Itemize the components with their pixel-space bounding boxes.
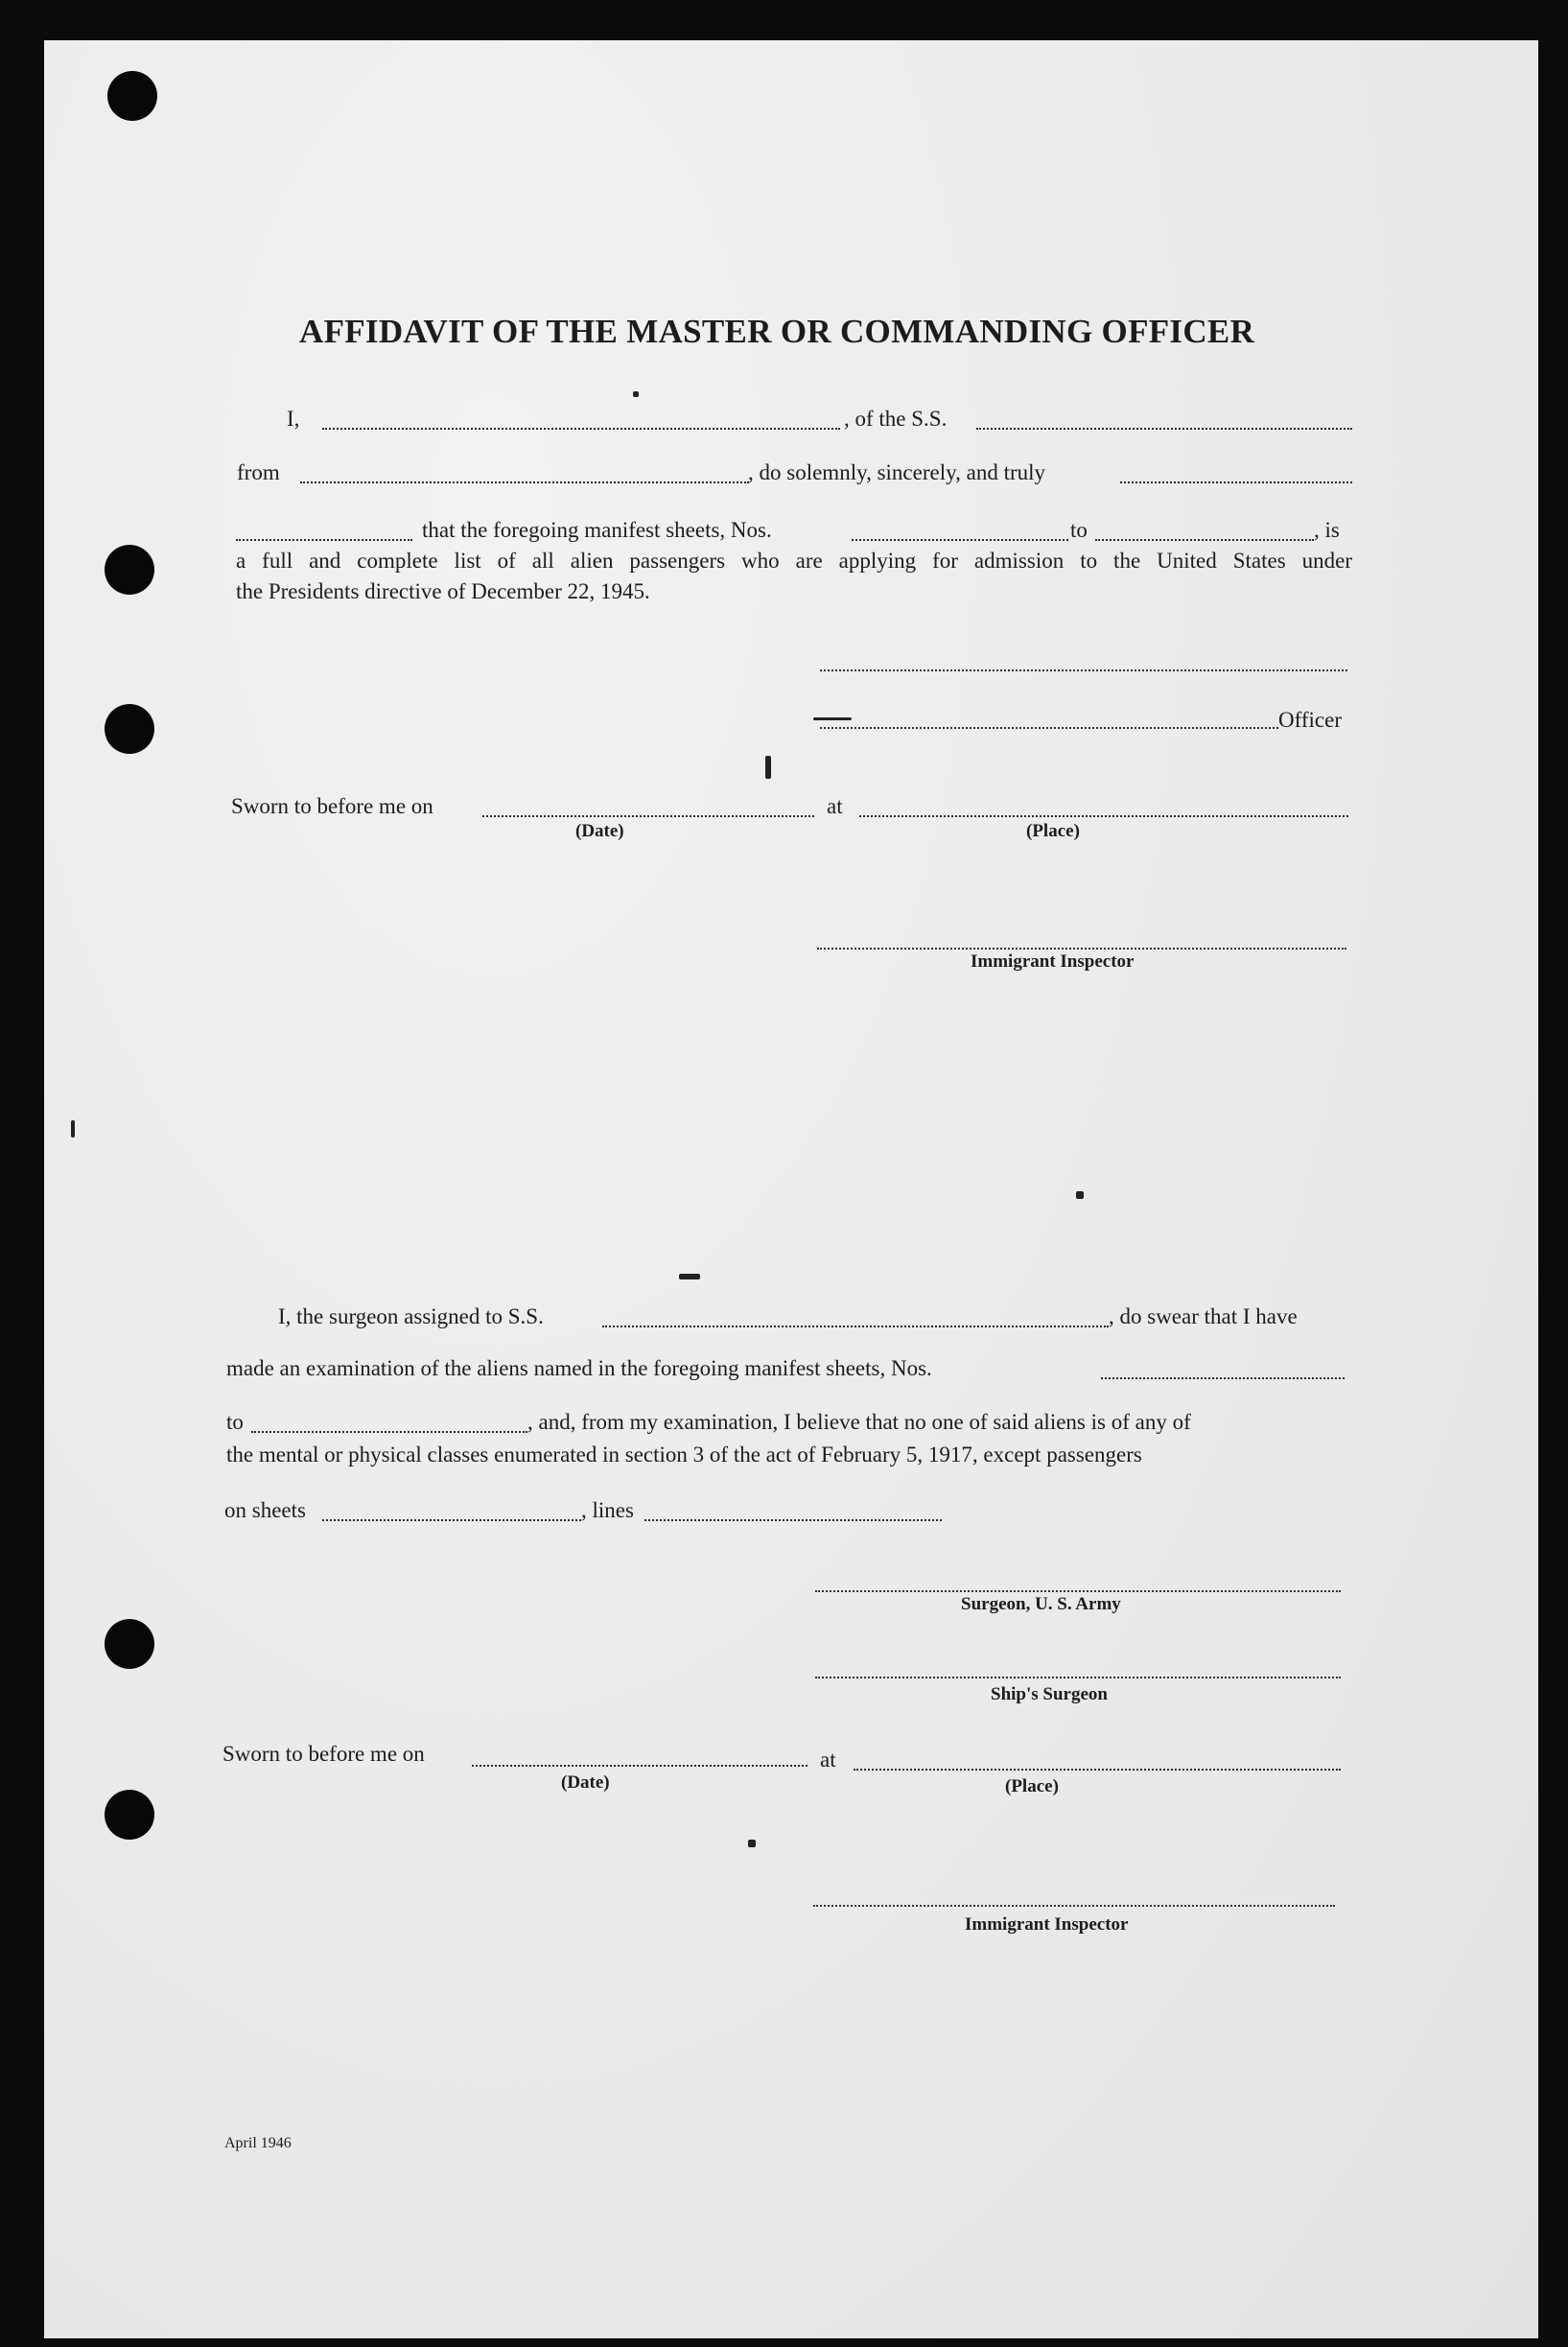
scan-speck xyxy=(679,1274,700,1279)
manifest-from-field[interactable] xyxy=(852,539,1068,541)
on-sheets-field[interactable] xyxy=(322,1519,581,1521)
surgeon-at-label: at xyxy=(820,1748,836,1772)
surgeon-line1-start: I, the surgeon assigned to S.S. xyxy=(278,1304,544,1328)
surgeon-inspector-caption: Immigrant Inspector xyxy=(965,1914,1129,1935)
surgeon-to-label: to xyxy=(226,1410,244,1434)
sworn-place-field[interactable] xyxy=(859,815,1348,817)
officer-signature-line[interactable] xyxy=(820,727,1278,729)
scan-speck xyxy=(71,1120,75,1138)
from-port-field[interactable] xyxy=(300,481,749,483)
manifest-to-field[interactable] xyxy=(1095,539,1314,541)
surgeon-date-caption: (Date) xyxy=(561,1772,610,1793)
form-date: April 1946 xyxy=(224,2135,292,2151)
truly-field[interactable] xyxy=(1120,481,1352,483)
surgeon-sworn-place-field[interactable] xyxy=(854,1769,1341,1771)
punch-hole xyxy=(105,545,154,595)
is-label: , is xyxy=(1314,518,1340,542)
ships-surgeon-caption: Ship's Surgeon xyxy=(991,1684,1108,1704)
scan-speck xyxy=(1076,1191,1084,1199)
surgeon-line3: , and, from my examination, I believe that no one of said aliens is of any of xyxy=(527,1410,1191,1434)
from-label: from xyxy=(237,460,280,484)
lines-field[interactable] xyxy=(644,1519,942,1521)
army-surgeon-signature-line[interactable] xyxy=(815,1590,1341,1592)
master-name-field[interactable] xyxy=(322,428,840,430)
inspector-caption: Immigrant Inspector xyxy=(971,951,1135,972)
surgeon-place-caption: (Place) xyxy=(1005,1776,1059,1796)
surgeon-sworn-date-field[interactable] xyxy=(472,1765,807,1767)
full-list-text: a full and complete list of all alien passengers who are applying for admission to the United States under xyxy=(236,549,1352,573)
solemnly-label: , do solemnly, sincerely, and truly xyxy=(748,460,1046,484)
to-label: to xyxy=(1070,518,1088,542)
ships-surgeon-signature-line[interactable] xyxy=(815,1677,1341,1678)
surgeon-line4: the mental or physical classes enumerated in section 3 of the act of February 5, 1917, except passengers xyxy=(226,1443,1142,1467)
surgeon-sworn-label: Sworn to before me on xyxy=(222,1742,425,1766)
sworn-label: Sworn to before me on xyxy=(231,794,433,818)
oath-field[interactable] xyxy=(236,539,412,541)
affidavit-page xyxy=(44,40,1538,2338)
directive-text: the Presidents directive of December 22, 1945. xyxy=(236,579,650,603)
at-label: at xyxy=(827,794,843,818)
surgeon-ship-field[interactable] xyxy=(602,1326,1109,1327)
ship-name-field[interactable] xyxy=(976,428,1352,430)
punch-hole xyxy=(107,71,157,121)
i-label: I, xyxy=(287,407,300,431)
scan-speck xyxy=(765,756,771,779)
punch-hole xyxy=(105,1619,154,1669)
on-sheets-label: on sheets xyxy=(224,1498,306,1522)
page-title: AFFIDAVIT OF THE MASTER OR COMMANDING OFFICER xyxy=(299,313,1255,350)
surgeon-inspector-signature-line[interactable] xyxy=(813,1905,1335,1907)
scan-speck xyxy=(748,1840,756,1847)
lines-label: , lines xyxy=(581,1498,634,1522)
scan-speck xyxy=(633,391,639,397)
of-ss-label: , of the S.S. xyxy=(844,407,948,431)
army-surgeon-caption: Surgeon, U. S. Army xyxy=(961,1594,1121,1614)
sworn-date-field[interactable] xyxy=(482,815,814,817)
punch-hole xyxy=(105,704,154,754)
surgeon-line2: made an examination of the aliens named in the foregoing manifest sheets, Nos. xyxy=(226,1356,932,1380)
foregoing-label: that the foregoing manifest sheets, Nos. xyxy=(422,518,772,542)
punch-hole xyxy=(105,1790,154,1840)
inspector-signature-line[interactable] xyxy=(817,948,1346,950)
master-signature-line[interactable] xyxy=(820,669,1347,671)
surgeon-nos-field[interactable] xyxy=(1101,1377,1345,1379)
place-caption: (Place) xyxy=(1026,821,1080,841)
officer-label: Officer xyxy=(1278,708,1342,732)
date-caption: (Date) xyxy=(575,821,624,841)
surgeon-line1-end: , do swear that I have xyxy=(1109,1304,1298,1328)
scan-speck xyxy=(813,717,852,720)
surgeon-to-field[interactable] xyxy=(251,1431,527,1433)
